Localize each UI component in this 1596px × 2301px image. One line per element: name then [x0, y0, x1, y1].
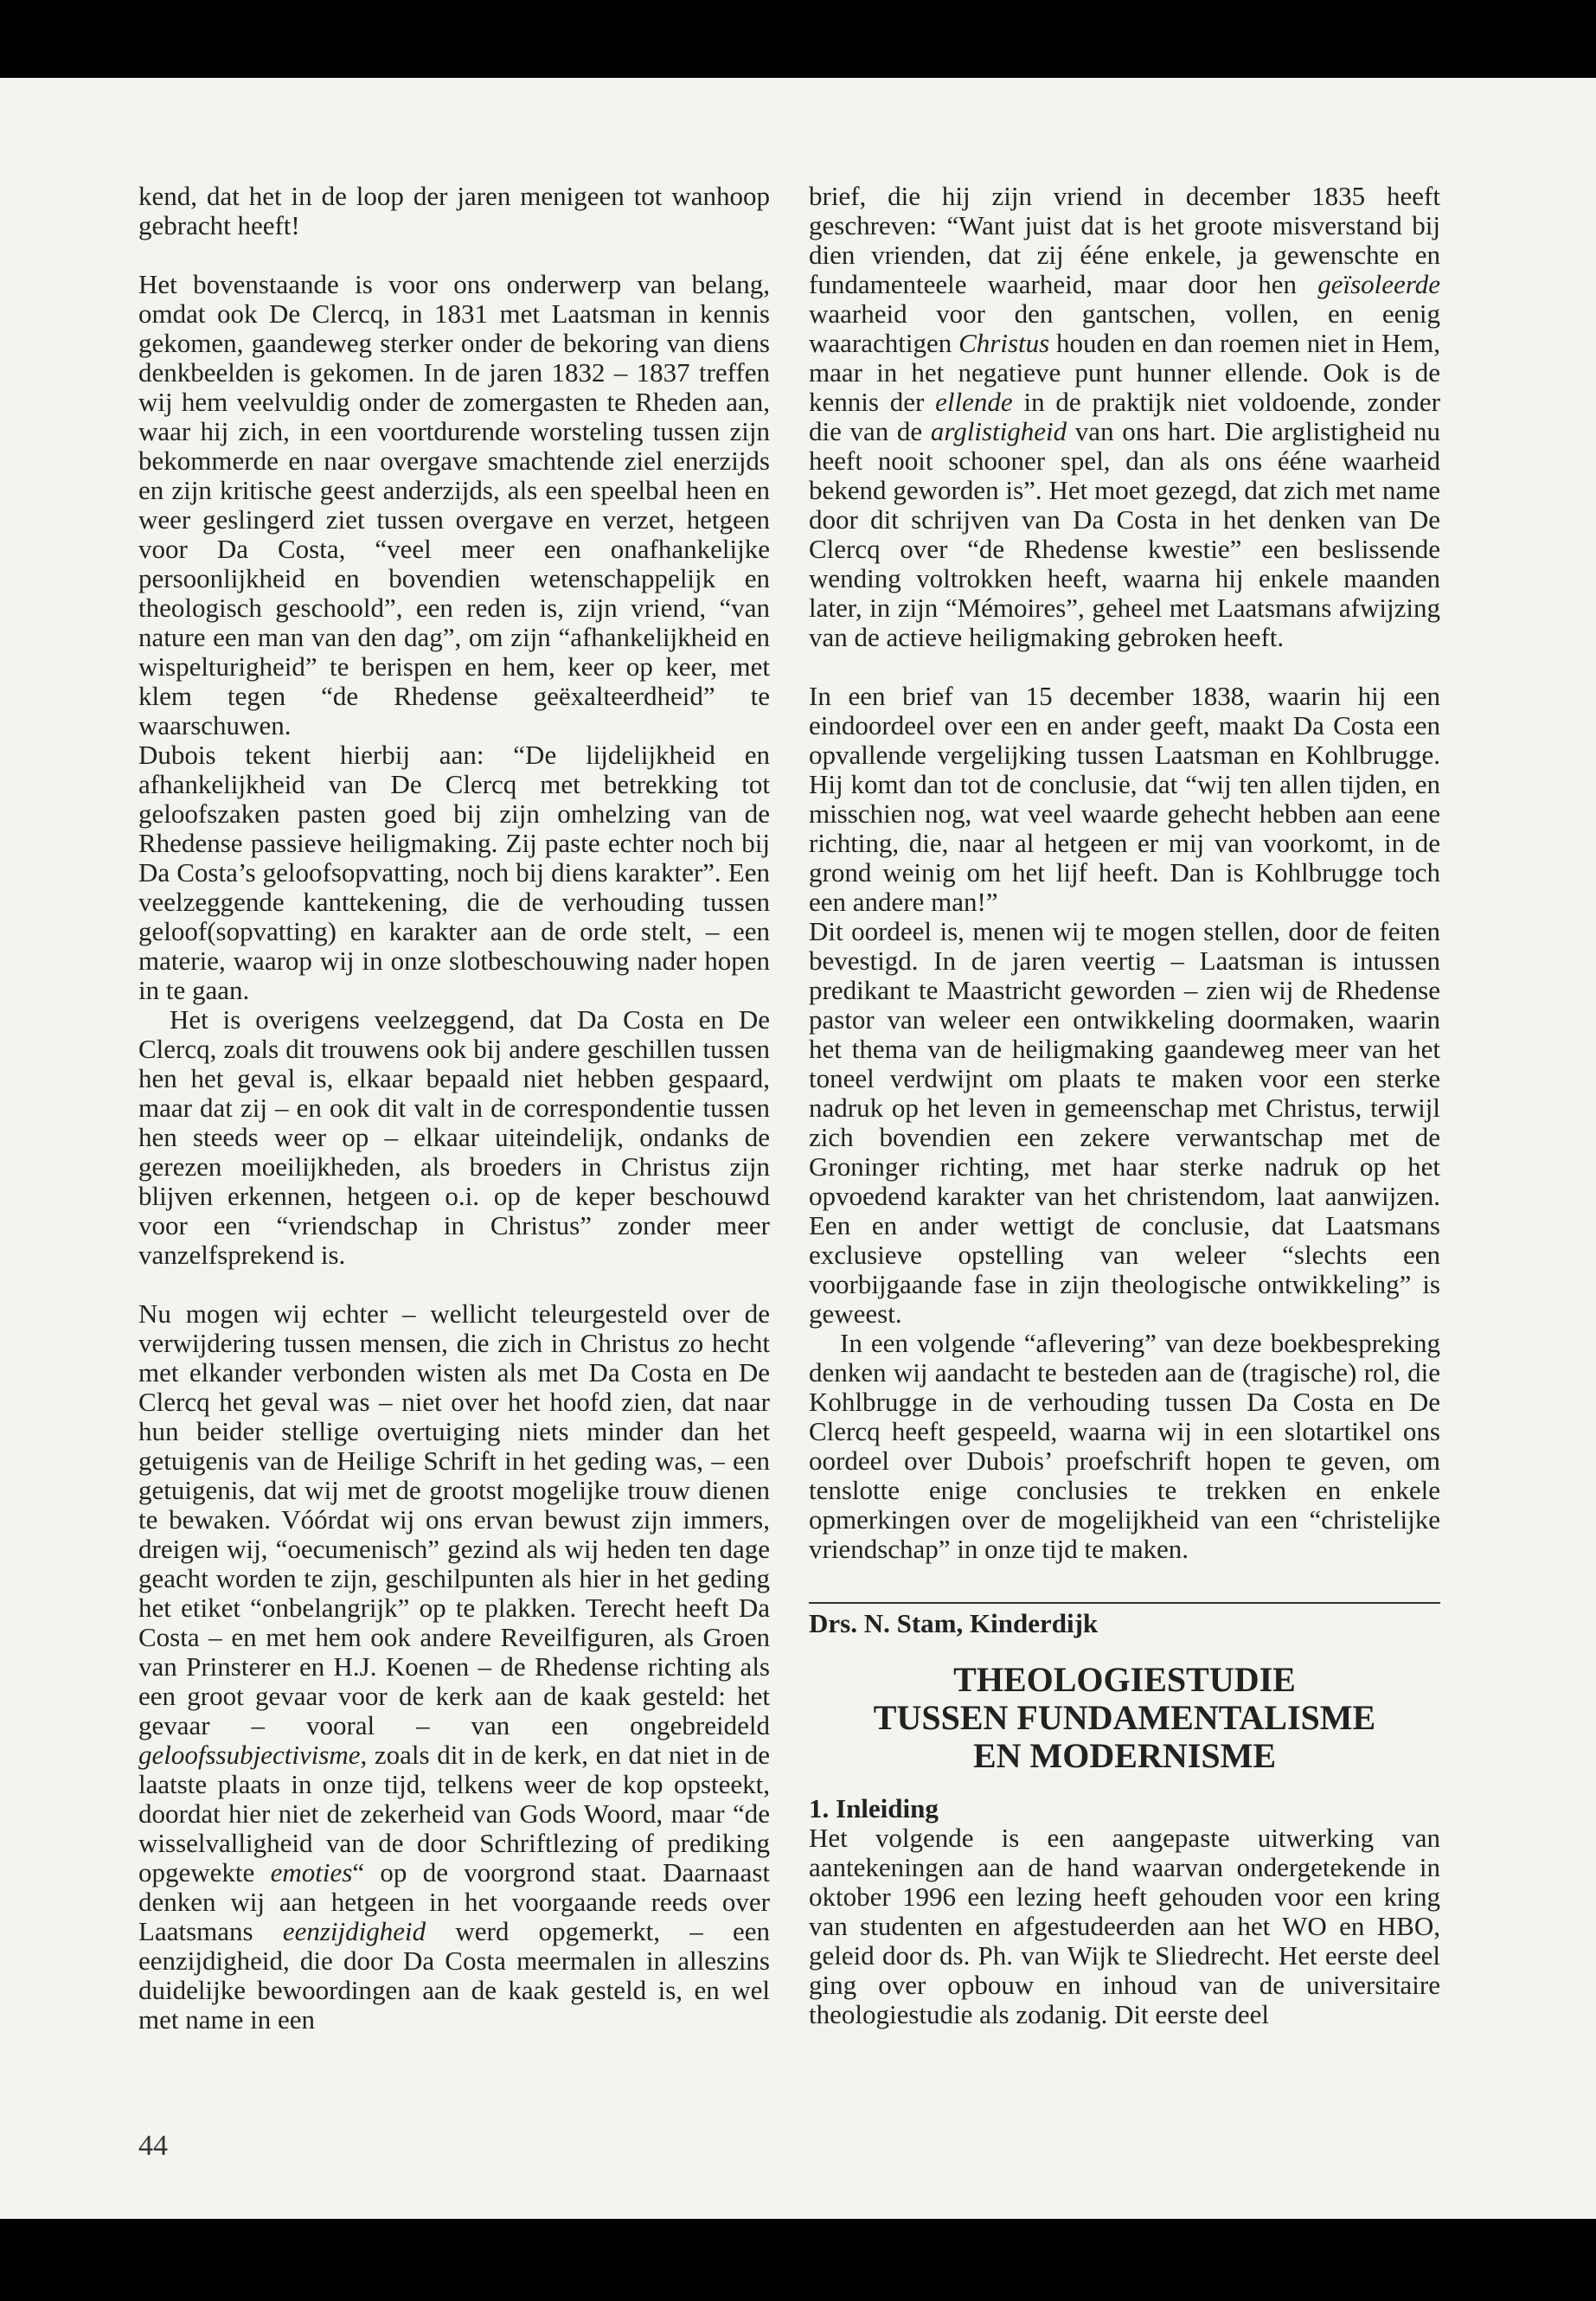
- paragraph: kend, dat het in de loop der jaren menigeen tot wanhoop gebracht heeft!: [138, 181, 770, 240]
- right-column: [809, 182, 1440, 2029]
- paragraph: brief, die hij zijn vriend in december 1835 heeft geschreven: “Want juist dat is het groote misverstand bij dien vrienden, dat zij ééne enkele, ja gewenschte en fundamenteele waarheid, maar door hen geïsoleerde waarheid voor den gantschen, vollen, en eenig waarachtigen Christus houden en dan roemen niet in Hem, maar in het negatieve punt hunner ellende. Ook is de kennis der ellende in de praktijk niet voldoende, zonder die van de arglistigheid van ons hart. Die arglistigheid nu heeft nooit schooner spel, dan als ons ééne waarheid bekend geworden is”. Het moet gezegd, dat zich met name door dit schrijven van Da Costa in het denken van De Clercq over “de Rhedense kwestie” een beslissende wending voltrokken heeft, waarna hij enkele maanden later, in zijn “Mémoires”, geheel met Laatsmans afwijzing van de actieve heiligmaking gebroken heeft.: [809, 181, 1441, 652]
- author-byline: Drs. N. Stam, Kinderdijk: [809, 1602, 1440, 1638]
- paragraph: In een brief van 15 december 1838, waarin hij een eindoordeel over een en ander geeft, maakt Da Costa een opvallende vergelijking tussen Laatsman en Kohlbrugge. Hij komt dan tot de conclusie, dat “wij ten allen tijden, en misschien nog, wat veel waarde gehecht hebben aan eene richting, die, naar al hetgeen er mij van voorkomt, in de grond weinig om het lijf heeft. Dan is Kohlbrugge toch een andere man!”: [809, 681, 1440, 917]
- paragraph: Dubois tekent hierbij aan: “De lijdelijkheid en afhankelijkheid van De Clercq met betrekking tot geloofszaken pasten goed bij zijn omhelzing van de Rhedense passieve heiligmaking. Zij paste echter noch bij Da Costa’s geloofsopvatting, noch bij diens karakter”. Een veelzeggende kanttekening, die de verhouding tussen geloof(sopvatting) en karakter aan de orde stelt, – een materie, waarop wij in onze slotbeschouwing nader hopen in te gaan.: [138, 740, 770, 1005]
- title-line: EN MODERNISME: [972, 1736, 1277, 1775]
- paragraph: Het bovenstaande is voor ons onderwerp van belang, omdat ook De Clercq, in 1831 met Laatsman in kennis gekomen, gaandeweg sterker onder de bekoring van diens denkbeelden is gekomen. In de jaren 1832 – 1837 treffen wij hem veelvuldig onder de zomergasten te Rheden aan, waar hij zich, in een voortdurende worsteling tussen zijn bekommerde en naar overgave smachtende ziel enerzijds en zijn kritische geest anderzijds, als een speelbal heen en weer geslingerd ziet tussen overgave en verzet, hetgeen voor Da Costa, “veel meer een onafhankelijke persoonlijkheid en bovendien wetenschappelijk en theologisch geschoold”, een reden is, zijn vriend, “van nature een man van den dag”, om zijn “afhankelijkheid en wispelturigheid” te berispen en hem, keer op keer, met klem tegen “de Rhedense geëxalteerdheid” te waarschuwen.: [138, 269, 770, 740]
- paragraph: In een volgende “aflevering” van deze boekbespreking denken wij aandacht te besteden aan de (tragische) rol, die Kohlbrugge in de verhouding tussen Da Costa en De Clercq heeft gespeeld, waarna wij in een slotartikel ons oordeel over Dubois’ proefschrift hopen te geven, om tenslotte enige conclusies te trekken en enkele opmerkingen over de mogelijkheid van een “christelijke vriendschap” in onze tijd te maken.: [809, 1328, 1440, 1564]
- page-number: 44: [138, 2130, 168, 2162]
- paragraph: Het volgende is een aangepaste uitwerking van aantekeningen aan de hand waarvan ondergetekende in oktober 1996 een lezing heeft gehouden voor een kring van studenten en afgestudeerden aan het WO en HBO, geleid door ds. Ph. van Wijk te Sliedrecht. Het eerste deel ging over opbouw en inhoud van de universitaire theologiestudie als zodanig. Dit eerste deel: [809, 1823, 1440, 2029]
- magazine-page: [0, 78, 1596, 2219]
- left-column: [138, 182, 770, 2035]
- section-heading: 1. Inleiding: [809, 1793, 939, 1823]
- paragraph: Het is overigens veelzeggend, dat Da Costa en De Clercq, zoals dit trouwens ook bij andere geschillen tussen hen het geval is, elkaar bepaald niet hebben gespaard, maar dat zij – en ook dit valt in de correspondentie tussen hen steeds weer op – elkaar uiteindelijk, ondanks de gerezen moeilijkheden, als broeders in Christus zijn blijven erkennen, hetgeen o.i. op de keper beschouwd voor een “vriendschap in Christus” zonder meer vanzelfsprekend is.: [138, 1004, 770, 1270]
- title-line: THEOLOGIESTUDIE: [953, 1660, 1296, 1699]
- paragraph: Nu mogen wij echter – wellicht teleurgesteld over de verwijdering tussen mensen, die zich in Christus zo hecht met elkander verbonden wisten als met Da Costa en De Clercq het geval was – niet over het hoofd zien, dat naar hun beider stellige overtuiging niets minder dan het getuigenis van de Heilige Schrift in het geding was, – een getuigenis, dat wij met de grootst mogelijke trouw dienen te bewaken. Vóórdat wij ons ervan bewust zijn immers, dreigen wij, “oecumenisch” gezind als wij heden ten dage geacht worden te zijn, geschilpunten als hier in het geding het etiket “onbelangrijk” op te plakken. Terecht heeft Da Costa – en met hem ook andere Reveilfiguren, als Groen van Prinsterer en H.J. Koenen – de Rhedense richting als een groot gevaar voor de kerk aan de kaak gesteld: het gevaar – vooral – van een ongebreideld geloofssubjectivisme, zoals dit in de kerk, en dat niet in de laatste plaats in onze tijd, telkens weer de kop opsteekt, doordat hier niet de zekerheid van Gods Woord, maar “de wisselvalligheid van de door Schriftlezing of prediking opgewekte emoties“ op de voorgrond staat. Daarnaast denken wij aan hetgeen in het voorgaande reeds over Laatsmans eenzijdigheid werd opgemerkt, – een eenzijdigheid, die door Da Costa meermalen in alleszins duidelijke bewoordingen aan de kaak gesteld is, en wel met name in een: [138, 1298, 771, 2035]
- title-line: TUSSEN FUNDAMENTALISME: [873, 1698, 1376, 1737]
- paragraph: Dit oordeel is, menen wij te mogen stellen, door de feiten bevestigd. In de jaren veertig – Laatsman is intussen predikant te Maastricht geworden – zien wij de Rhedense pastor van weleer een ontwikkeling doormaken, waarin het thema van de heiligmaking gaandeweg meer van het toneel verdwijnt om plaats te maken voor een sterke nadruk op het leven in gemeenschap met Christus, terwijl zich bovendien een zekere verwantschap met de Groninger richting, met haar sterke nadruk op het opvoedend karakter van het christendom, laat aanwijzen. Een en ander wettigt de conclusie, dat Laatsmans exclusieve opstelling van weleer “slechts een voorbijgaande fase in zijn theologische ontwikkeling” is geweest.: [809, 916, 1440, 1329]
- article-title: [809, 1661, 1440, 1775]
